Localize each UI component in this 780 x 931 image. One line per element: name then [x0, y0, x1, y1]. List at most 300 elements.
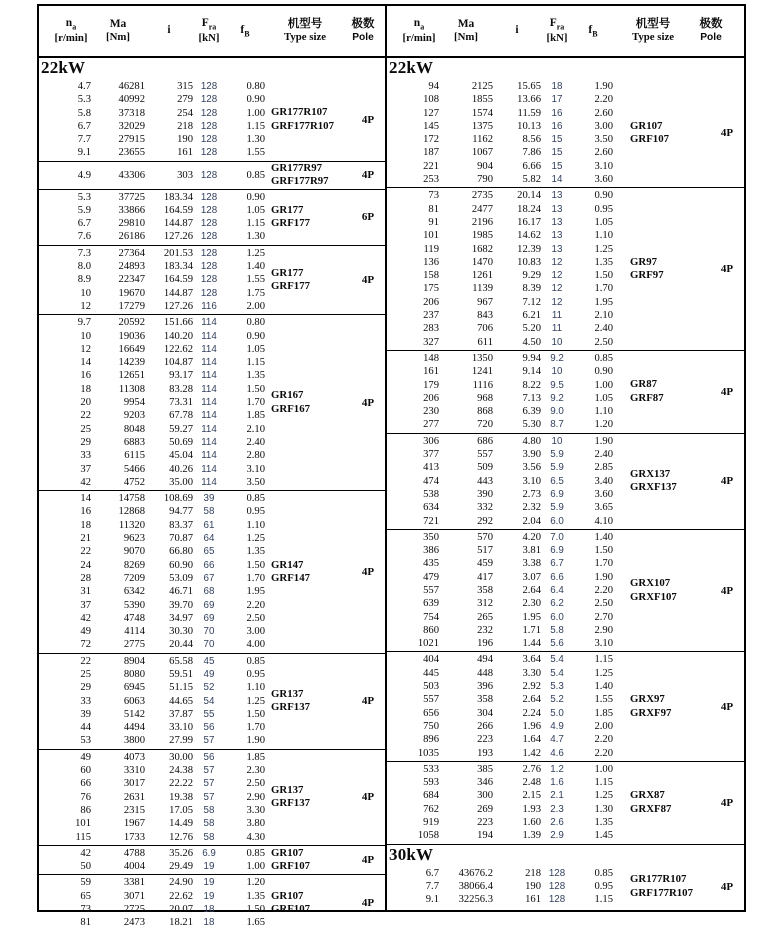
- pole-cell: 4P: [720, 796, 734, 809]
- fra-cell: 114: [201, 450, 217, 462]
- ma-cell: 1375: [471, 120, 493, 132]
- ma-cell: 790: [477, 174, 493, 186]
- model-name: GR107: [630, 119, 663, 132]
- na-cell: 6.7: [425, 867, 439, 879]
- table-row: [387, 282, 630, 295]
- ma-cell: 232: [477, 624, 493, 636]
- i-cell: 19.38: [169, 791, 193, 803]
- col-header-symbol: 机型号: [635, 17, 671, 30]
- fb-cell: 3.00: [246, 626, 265, 638]
- fra-cell: 56: [203, 722, 215, 734]
- na-cell: 350: [423, 531, 439, 543]
- i-cell: 94.77: [169, 506, 193, 518]
- table-row: [39, 655, 271, 668]
- ma-cell: 43676.2: [458, 867, 493, 879]
- na-cell: 158: [423, 270, 439, 282]
- table-row: [387, 707, 630, 720]
- na-cell: 76: [80, 791, 91, 803]
- ma-cell: 720: [477, 419, 493, 431]
- table-row: [387, 256, 630, 269]
- table-row: [39, 93, 271, 106]
- table-row: [387, 653, 630, 666]
- fb-cell: 0.85: [594, 352, 613, 364]
- fb-cell: 1.10: [246, 682, 265, 694]
- table-row: [387, 544, 630, 557]
- ma-cell: 27915: [118, 134, 145, 146]
- spec-group: [39, 79, 385, 162]
- pole-cell: 4P: [720, 584, 734, 597]
- ma-cell: 4114: [124, 626, 145, 638]
- fb-cell: 2.10: [594, 310, 613, 322]
- fb-cell: 3.60: [594, 488, 613, 500]
- ma-cell: 557: [477, 449, 493, 461]
- fb-cell: 2.90: [246, 791, 265, 803]
- i-cell: 66.80: [169, 546, 193, 558]
- table-row: [387, 488, 630, 501]
- table-row: [387, 107, 630, 120]
- model-name: GRXF137: [630, 481, 677, 494]
- col-header-ma: [91, 18, 145, 45]
- model-name: GRF97: [630, 269, 664, 282]
- na-cell: 896: [423, 734, 439, 746]
- ma-cell: 1162: [472, 134, 493, 146]
- col-header-unit: Type size: [631, 31, 675, 44]
- ma-cell: 4748: [123, 612, 145, 624]
- ma-cell: 29810: [118, 218, 145, 230]
- i-cell: 140.20: [163, 330, 193, 342]
- model-name: GRF177: [271, 280, 310, 293]
- i-cell: 2.76: [522, 763, 541, 775]
- fra-cell: 5.2: [550, 694, 564, 706]
- i-cell: 7.86: [522, 147, 541, 159]
- na-cell: 237: [423, 310, 439, 322]
- section-title: 22kW: [41, 58, 86, 77]
- na-cell: 860: [423, 624, 439, 636]
- i-cell: 50.69: [169, 436, 193, 448]
- ma-cell: 1139: [472, 283, 493, 295]
- type-size-cell: [630, 762, 710, 844]
- fra-cell: 55: [203, 708, 215, 720]
- fra-cell: 70: [203, 626, 215, 638]
- type-size-cell: [271, 750, 351, 845]
- fra-cell: 2.3: [550, 803, 564, 815]
- fra-cell: 128: [200, 81, 218, 92]
- model-name: GRF177R107: [630, 886, 693, 899]
- ma-cell: 6342: [123, 586, 145, 598]
- na-cell: 14: [80, 493, 91, 505]
- fra-cell: 10: [551, 336, 563, 348]
- spec-group: [39, 190, 385, 246]
- ma-cell: 346: [477, 777, 493, 789]
- fra-cell: 2.1: [550, 790, 564, 802]
- fb-cell: 1.70: [246, 722, 265, 734]
- na-cell: 5.3: [77, 191, 91, 203]
- col-header-na: [51, 17, 91, 45]
- i-cell: 83.28: [169, 383, 193, 395]
- table-row: [39, 817, 271, 830]
- pole-cell: 4P: [720, 880, 734, 893]
- ma-cell: 223: [477, 734, 493, 746]
- ma-cell: 385: [477, 763, 493, 775]
- i-cell: 190: [525, 880, 541, 892]
- fra-cell: 5.0: [550, 707, 564, 719]
- fb-cell: 4.10: [594, 515, 613, 527]
- fra-cell: 66: [203, 559, 215, 571]
- model-name: GR137: [271, 687, 304, 700]
- model-name: GRF107: [271, 860, 310, 873]
- table-row: [387, 803, 630, 816]
- na-cell: 50: [80, 861, 91, 873]
- i-cell: 254: [177, 107, 193, 119]
- table-row: [387, 789, 630, 802]
- spec-group: [39, 846, 385, 876]
- spec-group-rows: [39, 875, 271, 930]
- type-size-cell: [630, 866, 710, 908]
- na-cell: 44: [80, 722, 91, 734]
- fra-cell: 57: [203, 735, 215, 747]
- ma-cell: 14758: [118, 493, 145, 505]
- na-cell: 94: [428, 81, 439, 92]
- i-cell: 190: [177, 134, 193, 146]
- col-header-i: [145, 24, 193, 38]
- model-name: GRF147: [271, 571, 310, 584]
- fb-cell: 1.00: [246, 861, 265, 873]
- na-cell: 538: [423, 488, 439, 500]
- gear-unit-spec-table: [37, 4, 746, 929]
- table-row: [39, 532, 271, 545]
- fra-cell: 5.4: [550, 667, 564, 679]
- table-row: [39, 505, 271, 518]
- spec-group-rows: [39, 79, 271, 161]
- fb-cell: 1.50: [246, 383, 265, 395]
- fb-cell: 2.20: [594, 584, 613, 596]
- na-cell: 9.1: [425, 894, 439, 906]
- i-cell: 5.30: [522, 419, 541, 431]
- ma-cell: 5142: [123, 708, 145, 720]
- fb-cell: 1.90: [594, 571, 613, 583]
- spec-group: [39, 491, 385, 654]
- type-size-cell: [271, 875, 351, 930]
- col-header-type: [613, 18, 693, 45]
- pole-cell: 4P: [361, 274, 375, 287]
- fb-cell: 1.90: [246, 735, 265, 747]
- na-cell: 445: [423, 667, 439, 679]
- col-header-fra: [193, 17, 225, 45]
- fb-cell: 2.40: [594, 449, 613, 461]
- na-cell: 557: [423, 694, 439, 706]
- fb-cell: 1.90: [594, 435, 613, 447]
- spec-group-rows: [39, 190, 271, 245]
- table-row: [39, 120, 271, 133]
- type-size-cell: [630, 434, 710, 529]
- na-cell: 206: [423, 392, 439, 404]
- table-row: [39, 876, 271, 889]
- table-row: [39, 217, 271, 230]
- fb-cell: 1.15: [594, 654, 613, 666]
- i-cell: 3.81: [522, 545, 541, 557]
- ma-cell: 1733: [123, 831, 145, 843]
- table-row: [387, 515, 630, 528]
- na-cell: 16: [80, 506, 91, 518]
- fra-cell: 57: [203, 765, 215, 777]
- i-cell: 4.80: [522, 435, 541, 447]
- na-cell: 175: [423, 283, 439, 295]
- fb-cell: 1.10: [594, 230, 613, 242]
- i-cell: 303: [177, 169, 193, 181]
- fb-cell: 2.50: [594, 336, 613, 348]
- pole-cell: 4P: [361, 897, 375, 910]
- fb-cell: 3.40: [594, 475, 613, 487]
- na-cell: 53: [80, 735, 91, 747]
- fb-cell: 1.00: [246, 107, 265, 119]
- fra-cell: 1.2: [550, 763, 564, 775]
- i-cell: 22.62: [169, 890, 193, 902]
- i-cell: 151.66: [163, 317, 193, 329]
- table-row: [39, 316, 271, 329]
- i-cell: 6.39: [522, 406, 541, 418]
- ma-cell: 32029: [118, 120, 145, 132]
- fb-cell: 1.10: [246, 519, 265, 531]
- ma-cell: 967: [477, 296, 493, 308]
- na-cell: 136: [423, 256, 439, 268]
- i-cell: 67.78: [169, 410, 193, 422]
- na-cell: 386: [423, 545, 439, 557]
- na-cell: 404: [423, 654, 439, 666]
- fb-cell: 2.20: [594, 747, 613, 759]
- i-cell: 315: [177, 81, 193, 92]
- fra-cell: 114: [201, 423, 217, 435]
- na-cell: 108: [423, 94, 439, 106]
- spec-group: [39, 246, 385, 315]
- na-cell: 65: [80, 890, 91, 902]
- ma-cell: 2725: [123, 904, 145, 916]
- model-name: GRF137: [271, 701, 310, 714]
- table-row: [39, 751, 271, 764]
- i-cell: 20.07: [169, 904, 193, 916]
- i-cell: 73.31: [169, 397, 193, 409]
- table-row: [39, 804, 271, 817]
- table-row: [387, 816, 630, 829]
- fb-cell: 0.95: [246, 506, 265, 518]
- fb-cell: 1.35: [246, 890, 265, 902]
- na-cell: 31: [80, 586, 91, 598]
- fb-cell: 3.80: [246, 818, 265, 830]
- fb-cell: 0.85: [246, 493, 265, 505]
- table-row: [39, 791, 271, 804]
- fra-cell: 69: [203, 612, 215, 624]
- i-cell: 39.70: [169, 599, 193, 611]
- i-cell: 10.13: [517, 120, 541, 132]
- fb-cell: 1.35: [246, 370, 265, 382]
- fb-cell: 2.50: [246, 612, 265, 624]
- pole-cell: 4P: [720, 385, 734, 398]
- na-cell: 474: [423, 475, 439, 487]
- ma-cell: 2735: [471, 190, 493, 202]
- fb-cell: 1.95: [246, 586, 265, 598]
- na-cell: 327: [423, 336, 439, 348]
- i-cell: 30.00: [169, 751, 193, 763]
- i-cell: 3.30: [522, 667, 541, 679]
- table-row: [387, 352, 630, 365]
- col-header-unit: [kN]: [198, 31, 220, 44]
- table-row: [387, 203, 630, 216]
- spec-group: [39, 315, 385, 491]
- col-header-symbol: Ma: [109, 17, 127, 30]
- ma-cell: 7209: [123, 572, 145, 584]
- col-header-i: [493, 24, 541, 38]
- fra-cell: 9.2: [550, 352, 564, 364]
- fra-cell: 15: [551, 134, 563, 146]
- i-cell: 144.87: [163, 287, 193, 299]
- fra-cell: 13: [551, 203, 563, 215]
- fb-cell: 0.80: [246, 81, 265, 92]
- ma-cell: 443: [477, 475, 493, 487]
- ma-cell: 11308: [118, 383, 145, 395]
- fra-cell: 5.8: [550, 624, 564, 636]
- fra-cell: 6.9: [550, 488, 564, 500]
- table-row: [39, 777, 271, 790]
- table-row: [387, 776, 630, 789]
- i-cell: 164.59: [163, 274, 193, 286]
- fra-cell: 12: [551, 296, 563, 308]
- na-cell: 1035: [417, 747, 439, 759]
- i-cell: 65.58: [169, 655, 193, 667]
- ma-cell: 6883: [123, 436, 145, 448]
- i-cell: 2.30: [522, 598, 541, 610]
- fb-cell: 2.60: [594, 147, 613, 159]
- i-cell: 1.60: [522, 817, 541, 829]
- i-cell: 2.15: [522, 790, 541, 802]
- na-cell: 172: [423, 134, 439, 146]
- fb-cell: 1.40: [594, 681, 613, 693]
- table-right-half: [387, 6, 744, 910]
- i-cell: 16.17: [517, 216, 541, 228]
- fra-cell: 6.9: [202, 847, 216, 859]
- i-cell: 8.22: [522, 379, 541, 391]
- table-left-half: [39, 6, 387, 929]
- fb-cell: 1.70: [594, 558, 613, 570]
- table-row: [39, 330, 271, 343]
- ma-cell: 2315: [123, 804, 145, 816]
- na-cell: 12: [80, 300, 91, 312]
- table-row: [39, 847, 271, 860]
- table-row: [387, 133, 630, 146]
- table-row: [39, 860, 271, 873]
- fra-cell: 16: [551, 107, 563, 119]
- fb-cell: 1.30: [246, 231, 265, 243]
- fra-cell: 16: [551, 120, 563, 132]
- spec-group: [39, 875, 385, 930]
- pole-cell: 4P: [720, 263, 734, 276]
- spec-group-rows: [387, 351, 630, 433]
- fra-cell: 114: [201, 370, 217, 382]
- table-row: [387, 557, 630, 570]
- ma-cell: 14239: [118, 357, 145, 369]
- fra-cell: 128: [200, 120, 218, 132]
- fb-cell: 1.85: [246, 751, 265, 763]
- fb-cell: 1.05: [246, 343, 265, 355]
- section-title: 22kW: [389, 58, 434, 77]
- na-cell: 73: [428, 190, 439, 202]
- ma-cell: 459: [477, 558, 493, 570]
- col-header-ma: [439, 18, 493, 45]
- fra-cell: 6.6: [550, 571, 564, 583]
- col-header-symbol: $n_a$: [65, 17, 77, 32]
- model-name: GR147: [271, 558, 304, 571]
- na-cell: 29: [80, 682, 91, 694]
- i-cell: 20.44: [169, 639, 193, 651]
- fra-cell: 6.7: [550, 558, 564, 570]
- fb-cell: 1.00: [594, 379, 613, 391]
- fb-cell: 2.20: [594, 734, 613, 746]
- model-name: GRF177R97: [271, 175, 329, 188]
- fra-cell: 116: [201, 300, 217, 312]
- i-cell: 13.66: [517, 94, 541, 106]
- table-row: [39, 559, 271, 572]
- fb-cell: 1.05: [594, 392, 613, 404]
- i-cell: 127.26: [163, 231, 193, 243]
- fb-cell: 2.70: [594, 611, 613, 623]
- fra-cell: 4.9: [550, 720, 564, 732]
- fra-cell: 65: [203, 546, 215, 558]
- pole-cell: 4P: [720, 127, 734, 140]
- fra-cell: 13: [551, 216, 563, 228]
- pole-cell: 4P: [720, 700, 734, 713]
- ma-cell: 1350: [471, 352, 493, 364]
- ma-cell: 570: [477, 531, 493, 543]
- na-cell: 206: [423, 296, 439, 308]
- na-cell: 91: [428, 216, 439, 228]
- ma-cell: 12651: [118, 370, 145, 382]
- table-row: [387, 448, 630, 461]
- spec-group: [387, 188, 744, 351]
- fb-cell: 2.85: [594, 462, 613, 474]
- fra-cell: 4.6: [550, 747, 564, 759]
- ma-cell: 517: [477, 545, 493, 557]
- fra-cell: 5.4: [550, 654, 564, 666]
- table-row: [39, 383, 271, 396]
- i-cell: 9.14: [522, 366, 541, 378]
- pole-cell: 4P: [361, 854, 375, 867]
- fb-cell: 2.60: [594, 107, 613, 119]
- fra-cell: 11: [551, 310, 563, 322]
- table-row: [387, 733, 630, 746]
- fb-cell: 3.50: [594, 134, 613, 146]
- table-row: [387, 747, 630, 760]
- ma-cell: 12868: [118, 506, 145, 518]
- i-cell: 9.94: [522, 352, 541, 364]
- col-header-fra: [541, 17, 573, 45]
- fb-cell: 1.50: [594, 270, 613, 282]
- ma-cell: 396: [477, 681, 493, 693]
- na-cell: 101: [423, 230, 439, 242]
- model-name: GR177R97: [271, 161, 322, 174]
- table-row: [39, 80, 271, 93]
- fb-cell: 1.50: [246, 904, 265, 916]
- na-cell: 22: [80, 410, 91, 422]
- na-cell: 22: [80, 546, 91, 558]
- spec-group-rows: [39, 750, 271, 845]
- table-row: [39, 204, 271, 217]
- i-cell: 1.71: [522, 624, 541, 636]
- col-header-symbol: $f_B$: [240, 23, 250, 38]
- na-cell: 7.7: [77, 134, 91, 146]
- col-header-symbol: 极数: [699, 17, 723, 30]
- fra-cell: 7.0: [550, 531, 564, 543]
- ma-cell: 2775: [123, 639, 145, 651]
- i-cell: 22.22: [169, 778, 193, 790]
- fra-cell: 13: [551, 243, 563, 255]
